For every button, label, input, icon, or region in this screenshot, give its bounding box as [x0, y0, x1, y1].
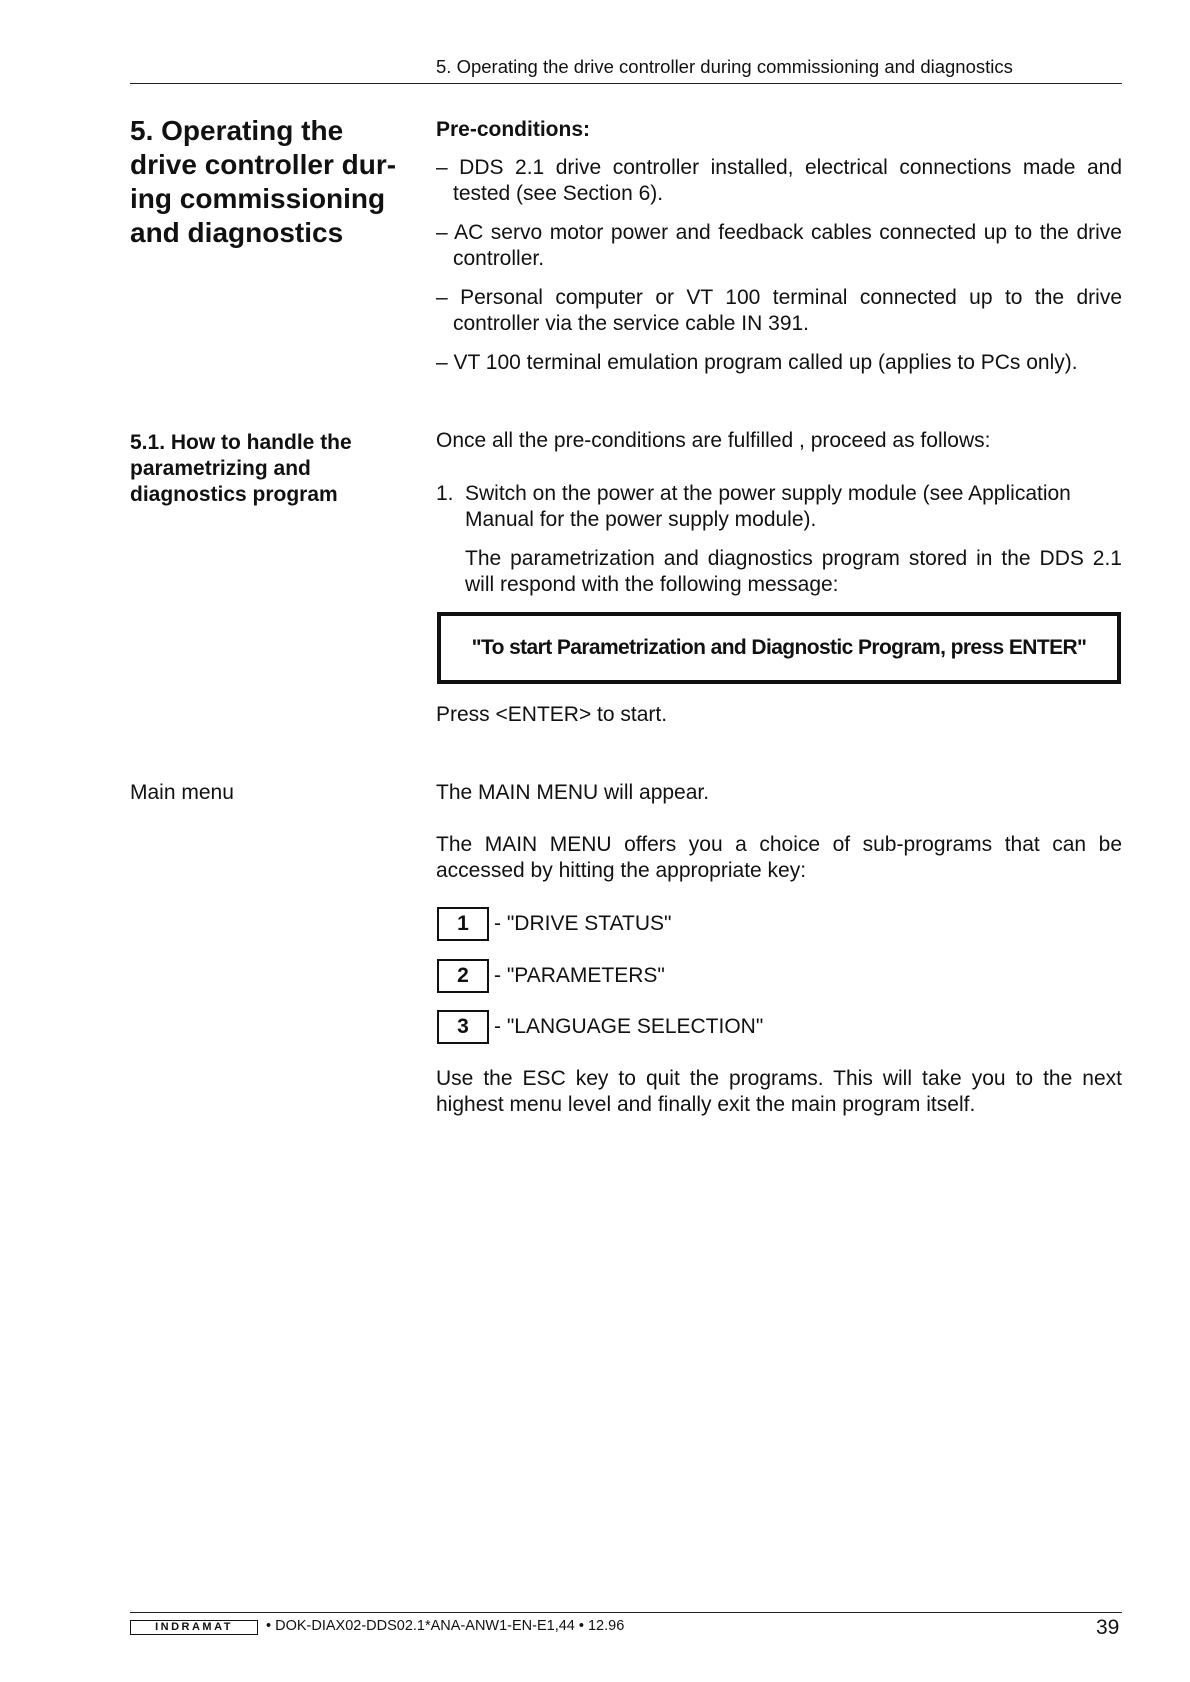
- main-menu-margin-label: Main menu: [130, 781, 234, 804]
- running-header: 5. Operating the drive controller during commissioning and diagnostics: [436, 56, 1013, 77]
- esc-key-note: Use the ESC key to quit the programs. This will take you to the next highest menu level and finally exit the main program itself.: [436, 1067, 1122, 1116]
- precondition-item: – VT 100 terminal emulation program called up (applies to PCs only).: [436, 351, 1078, 374]
- menu-option-label: - "LANGUAGE SELECTION": [494, 1015, 764, 1038]
- chapter-title: 5. Operating the drive controller dur-ing commissioning and diagnostics: [130, 115, 397, 248]
- document-id: • DOK-DIAX02-DDS02.1*ANA-ANW1-EN-E1,44 • 12.96: [266, 1618, 625, 1634]
- startup-message: "To start Parametrization and Diagnostic Program, press ENTER": [471, 636, 1087, 659]
- precondition-item: – DDS 2.1 drive controller installed, electrical connections made and tested (see Section 6).: [436, 156, 1122, 205]
- step-1: [436, 481, 1122, 533]
- indramat-logo: [130, 1620, 258, 1635]
- main-menu-appear-text: The MAIN MENU will appear.: [436, 781, 710, 804]
- key-3-box: 3: [437, 1010, 489, 1044]
- logo-text: INDRAMAT: [155, 1621, 233, 1633]
- key-2-box: 2: [437, 959, 489, 993]
- footer-divider: [130, 1612, 1122, 1613]
- page-number: 39: [1096, 1616, 1120, 1639]
- precondition-item: – AC servo motor power and feedback cables connected up to the drive controller.: [436, 221, 1122, 270]
- section-title: 5.1. How to handle the parametrizing and diagnostics program: [130, 431, 352, 506]
- menu-option: [437, 907, 671, 941]
- menu-option-label: - "PARAMETERS": [494, 964, 665, 987]
- preconditions-heading: Pre-conditions:: [436, 118, 591, 141]
- menu-option: [437, 959, 665, 993]
- precondition-item: – Personal computer or VT 100 terminal connected up to the drive controller via the service cable IN 391.: [436, 286, 1122, 335]
- key-1-box: 1: [437, 907, 489, 941]
- step-number: 1.: [436, 482, 454, 505]
- procedure-intro: Once all the pre-conditions are fulfilled , proceed as follows:: [436, 429, 991, 452]
- main-menu-description: The MAIN MENU offers you a choice of sub-programs that can be accessed by hitting the appropriate key:: [436, 833, 1122, 882]
- press-enter-instruction: Press <ENTER> to start.: [436, 703, 668, 726]
- step-text: Switch on the power at the power supply module (see Application Manual for the power supply module).: [465, 482, 1071, 531]
- header-divider: [130, 83, 1122, 84]
- step-response-text: The parametrization and diagnostics program stored in the DDS 2.1 will respond with the following message:: [465, 547, 1122, 596]
- step-1-response: [436, 546, 1122, 598]
- menu-option-label: - "DRIVE STATUS": [494, 912, 672, 935]
- startup-message-box: [437, 612, 1121, 684]
- menu-option: [437, 1010, 763, 1044]
